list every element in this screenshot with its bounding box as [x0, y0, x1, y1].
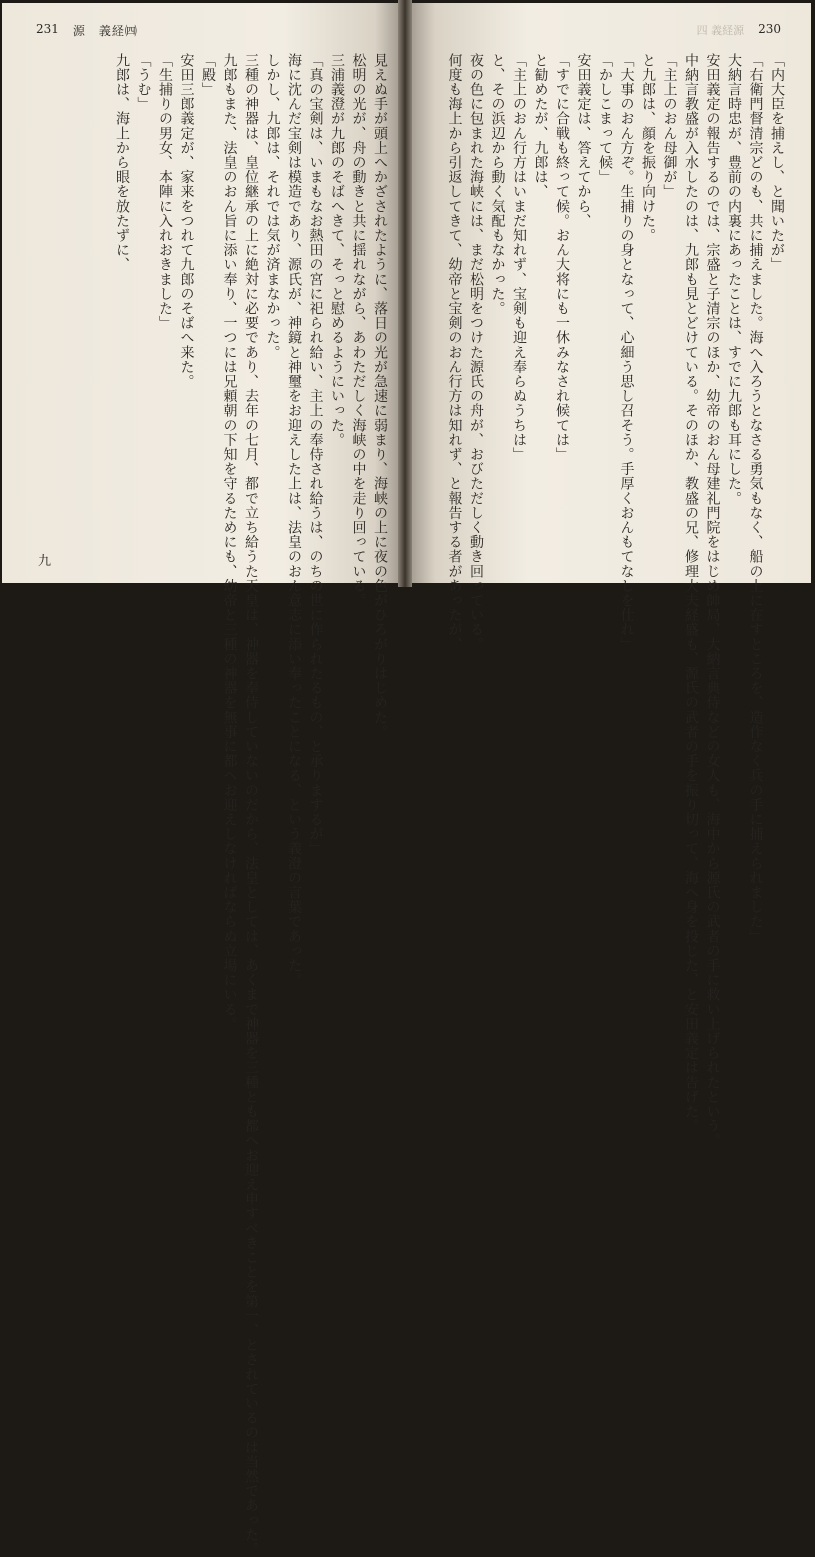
text-line: 中納言教盛が入水したのは、九郎も見とどけている。そのほか、教盛の兄、修理大夫経盛も、源氏の武者の手を振り切って、海へ身を投じた、と安田義定は告げた。 [683, 53, 699, 1134]
text-line: 「殿」 [200, 53, 216, 97]
text-line: 三種の神器は、皇位継承の上に絶対に必要であり、去年の七月、都で立ち給うた天皇は、神器を奉侍していないのだから、法皇としては、あくまで神器を三種とも都へお迎え申すべきことを第一、とされているのは当然であった。 [243, 53, 259, 1557]
ghost-running-head: 四 義経源 [696, 24, 745, 37]
text-line: 「うむ」 [135, 53, 152, 112]
right-page-header [697, 22, 781, 38]
right-page [407, 3, 811, 1148]
text-line: 「かしこまって候」 [597, 53, 613, 185]
text-line: と、その浜辺から動く気配もなかった。 [489, 53, 506, 316]
left-page [2, 3, 403, 1557]
text-line: 「内大臣を捕えし、と聞いたが」 [769, 53, 785, 272]
text-line: 「生捕りの男女、本陣に入れおきました」 [157, 53, 173, 331]
text-line: 見えぬ手が頭上へかざされたように、落日の光が急速に弱まり、海峡の上に夜の色がひろがりはじめた。 [372, 53, 388, 740]
text-line: と勧めたが、九郎は、 [532, 53, 549, 199]
left-page-number: 231 [36, 22, 59, 36]
text-line: 「右衛門督清宗どのも、共に捕えました。海へ入ろうとなさる勇気もなく、船の上に在すところを、造作なく兵の手に捕えられました」 [747, 53, 764, 944]
running-head: 源 義経㈣ [72, 24, 138, 38]
text-line: 「真の宝剣は、いまもなお熱田の宮に祀られ給い、主上の奉侍され給うは、のちの世に作られたるもの、と承りまするが」 [307, 53, 324, 856]
text-line: 九郎は、海上から眼を放たずに、 [114, 53, 130, 272]
text-line: 海に沈んだ宝剣は模造であり、源氏が、神鏡と神璽をお迎えした上は、法皇のおん意志に添い奉ったことになる、という義澄の言葉であった。 [286, 53, 302, 988]
text-line: 「主上のおん行方はいまだ知れず、宝剣も迎え奉らぬうちは」 [511, 53, 527, 462]
text-line: 安田義定の報告するのでは、宗盛と子清宗のほか、幼帝のおん母建礼門院をはじめ帥局、大納言典侍などの女人も、海中から源氏の武者の手に救い上げられたという。 [704, 53, 721, 1148]
right-page-body [417, 53, 787, 1148]
text-line: 安田三郎義定が、家来をつれて九郎のそばへ来た。 [178, 53, 195, 389]
text-line: 「すでに合戦も終って候。おん大将にも一休みなされ候ては」 [554, 53, 570, 462]
text-line: と九郎は、顔を振り向けた。 [640, 53, 656, 243]
left-page-footer: 九 [38, 554, 52, 569]
text-line: 夜の色に包まれた海峡には、まだ松明をつけた源氏の舟が、おびただしく動き回っている。 [468, 53, 484, 652]
text-line: 三浦義澄が九郎のそばへきて、そっと慰めるようにいった。 [329, 53, 345, 448]
right-page-number: 230 [758, 22, 781, 36]
text-line: 松明の光が、舟の動きと共に揺れながら、あわただしく海峡の中を走り回っている。 [350, 53, 367, 608]
book-gutter [398, 0, 412, 587]
text-line: 「主上のおん母御が」 [661, 53, 678, 199]
text-line: 「大事のおん方ぞ。生捕りの身となって、心細う思し召そう。手厚くおんもてなしを仕れ」 [618, 53, 635, 652]
left-page-body [30, 53, 390, 1557]
text-line: しかし、九郎は、それでは気が済まなかった。 [264, 53, 281, 360]
text-line: 安田義定は、答えてから、 [575, 53, 592, 229]
text-line: 九郎もまた、法皇のおん旨に添い奉り、一つには兄頼朝の下知を守るためにも、幼帝と三種の神器を無事に都へお迎えしなければならぬ立場にいる。 [221, 53, 238, 1032]
left-page-header [36, 22, 138, 39]
text-line: 何度も海上から引返してきて、幼帝と宝剣のおん行方は知れず、と報告する者があったが、 [446, 53, 463, 652]
text-line: 大納言時忠が、豊前の内裏にあったことは、すでに九郎も耳にした。 [726, 53, 742, 506]
